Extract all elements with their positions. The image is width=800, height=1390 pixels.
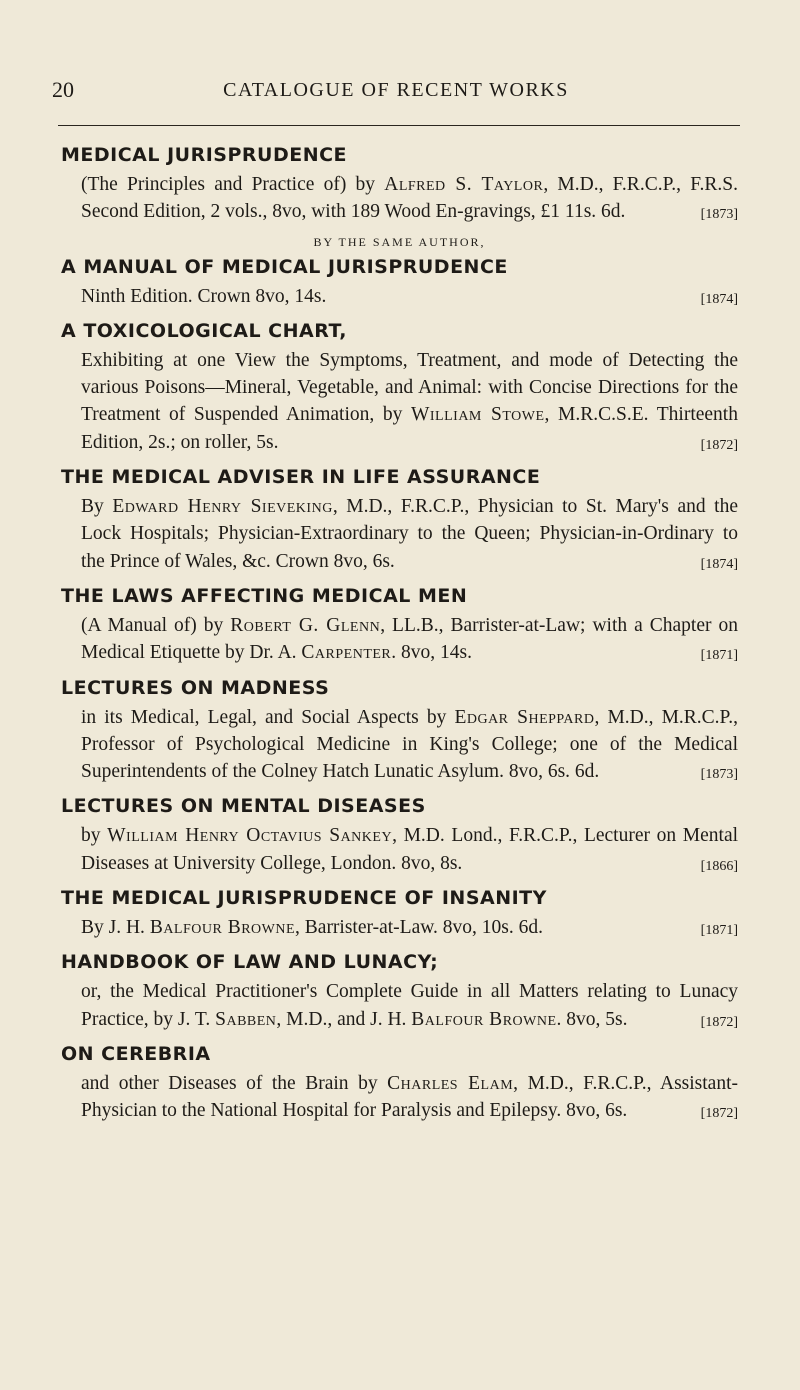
entry-title: A TOXICOLOGICAL CHART,	[61, 319, 347, 342]
catalogue-entry	[61, 140, 738, 226]
entry-text: , M.D., F.R.C.P., F.R.S. Second Edition, 2 vols., 8vo, with 189 Wood En-gravings, £1 11s. 6d.	[81, 174, 738, 223]
entry-author: Balfour Browne	[411, 1008, 557, 1030]
running-head: CATALOGUE OF RECENT WORKS	[223, 79, 569, 101]
entry-text: in its Medical, Legal, and Social Aspects by	[81, 706, 455, 728]
entry-text: . 8vo, 14s.	[391, 642, 472, 664]
entry-description	[81, 704, 738, 786]
catalogue-entry	[61, 316, 738, 456]
entry-title: HANDBOOK OF LAW AND LUNACY;	[61, 951, 439, 974]
entry-text: . 8vo, 5s.	[556, 1008, 628, 1030]
entry-description	[81, 612, 738, 667]
entry-title: THE LAWS AFFECTING MEDICAL MEN	[61, 584, 468, 607]
entry-title: LECTURES ON MADNESS	[61, 676, 330, 699]
entry-text: , M.R.C.S.E. Thirteenth Edition, 2s.; on roller, 5s.	[81, 404, 738, 453]
entry-title: ON CEREBRIA	[61, 1042, 211, 1065]
entry-description	[81, 1070, 738, 1125]
page-header	[52, 78, 740, 112]
entry-description	[81, 493, 738, 575]
catalogue-entry	[61, 1039, 738, 1125]
entry-author: Robert G. Glenn	[230, 614, 381, 636]
entry-author: William Henry Octavius Sankey	[107, 825, 393, 847]
entry-text: , M.D., F.R.C.P., Physician to St. Mary's and the Lock Hospitals; Physician-Extraordinary to the Queen; Physician-in-Ordinary to the Prince of Wales, &c. Crown 8vo, 6s.	[81, 496, 738, 572]
entry-title: A MANUAL OF MEDICAL JURISPRUDENCE	[61, 255, 508, 278]
entry-author: Carpenter	[301, 642, 392, 664]
entry-year: [1874]	[700, 556, 738, 572]
entry-text: Exhibiting at one View the Symptoms, Treatment, and mode of Detecting the various Poisons—Mineral, Vegetable, and Animal: with Concise Directions for the Treatment of Suspended Animation, by	[81, 349, 738, 426]
entry-text: By J. H.	[81, 917, 150, 939]
same-author-note: BY THE SAME AUTHOR,	[313, 234, 486, 249]
entry-author: Edgar Sheppard	[454, 706, 595, 728]
entry-text: , M.D., M.R.C.P., Professor of Psychological Medicine in King's College; one of the Medical Superintendents of the Colney Hatch Lunatic Asylum. 8vo, 6s. 6d.	[81, 706, 738, 783]
entry-text: , LL.B., Barrister-at-Law; with a Chapter on Medical Etiquette by Dr. A.	[81, 614, 738, 664]
entry-text: , M.D. Lond., F.R.C.P., Lecturer on Mental Diseases at University College, London. 8vo, 8s.	[81, 825, 739, 874]
entry-title: THE MEDICAL ADVISER IN LIFE ASSURANCE	[61, 466, 541, 489]
entry-title: MEDICAL JURISPRUDENCE	[61, 144, 348, 166]
page-number: 20	[52, 77, 74, 102]
entry-year: [1872]	[700, 1106, 738, 1122]
entry-author: Balfour Browne	[149, 917, 296, 939]
entry-description	[81, 978, 738, 1033]
entry-text: By	[81, 496, 113, 518]
entry-description	[81, 347, 738, 456]
catalogue-entries	[61, 140, 738, 1131]
entry-title: THE MEDICAL JURISPRUDENCE OF INSANITY	[61, 887, 547, 910]
entry-year: [1874]	[700, 291, 738, 307]
entry-year: [1872]	[700, 1014, 738, 1030]
catalogue-entry	[61, 232, 738, 310]
entry-text: , Barrister-at-Law. 8vo, 10s. 6d.	[295, 917, 544, 939]
entry-description	[81, 171, 738, 226]
entry-year: [1873]	[700, 767, 738, 783]
entry-text: , M.D., and J. H.	[276, 1008, 412, 1030]
catalogue-entry	[61, 791, 738, 877]
entry-title: LECTURES ON MENTAL DISEASES	[61, 795, 426, 818]
entry-text: or, the Medical Practitioner's Complete Guide in all Matters relating to Lunacy Practice, by J. T.	[81, 981, 738, 1030]
catalogue-entry	[61, 581, 738, 667]
entry-text: , M.D., F.R.C.P., Assistant-Physician to the National Hospital for Paralysis and Epilepsy. 8vo, 6s.	[81, 1072, 738, 1122]
entry-description	[81, 914, 738, 941]
entry-author: Charles Elam	[387, 1072, 514, 1094]
entry-description	[81, 283, 738, 310]
entry-year: [1871]	[700, 648, 738, 664]
entry-description	[81, 822, 738, 877]
entry-text: by	[81, 825, 108, 847]
entry-text: (The Principles and Practice of) by	[81, 174, 385, 195]
catalogue-entry	[61, 673, 738, 786]
entry-author: Sabben	[215, 1008, 277, 1030]
entry-year: [1871]	[700, 923, 738, 939]
entry-year: [1872]	[700, 437, 738, 453]
entry-author: Edward Henry Sieveking	[112, 496, 333, 518]
entry-year: [1866]	[700, 858, 738, 874]
entry-text: and other Diseases of the Brain by	[81, 1072, 388, 1094]
entry-author: Alfred S. Taylor	[384, 174, 544, 195]
header-rule	[58, 125, 740, 126]
catalogue-entry	[61, 462, 738, 575]
catalogue-entry	[61, 883, 738, 941]
entry-author: William Stowe	[410, 404, 545, 426]
catalogue-entry	[61, 947, 738, 1033]
entry-text: Ninth Edition. Crown 8vo, 14s.	[81, 285, 327, 307]
entry-text: (A Manual of) by	[81, 614, 231, 636]
entry-year: [1873]	[700, 207, 738, 223]
